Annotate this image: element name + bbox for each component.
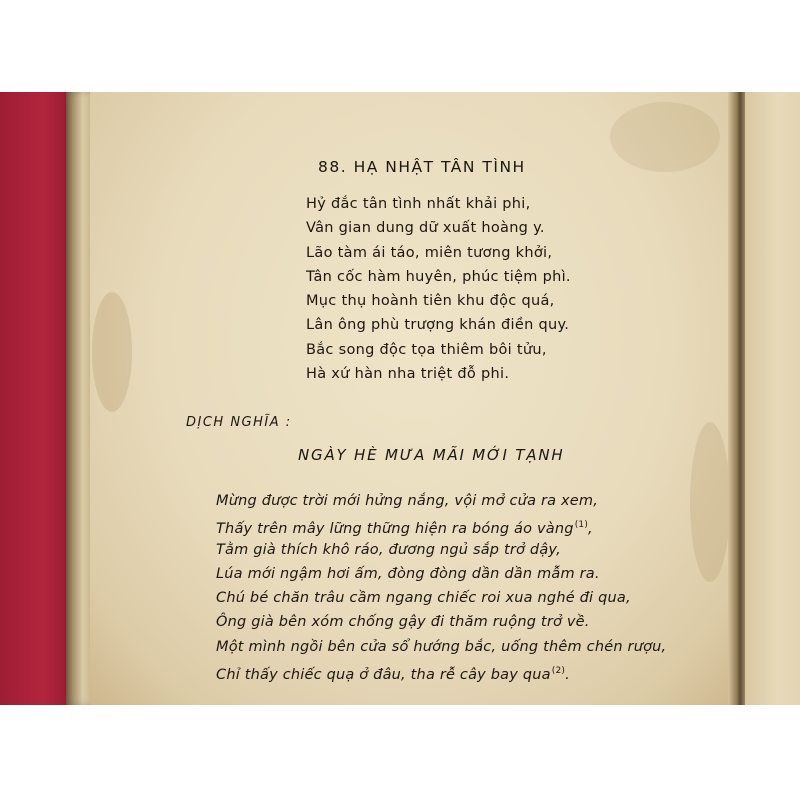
- page-stain: [92, 292, 132, 412]
- translation-line: Mừng được trời mới hửng nắng, vội mở cửa ra xem,: [216, 493, 599, 509]
- translation-label: DỊCH NGHĨA :: [186, 415, 292, 430]
- translation-line: Chú bé chăn trâu cầm ngang chiếc roi xua nghé đi qua,: [216, 590, 631, 607]
- next-page: [745, 92, 800, 705]
- book-photo: [0, 92, 800, 705]
- translation-line: Ông già bên xóm chống gậy đi thăm ruộng trở về.: [216, 614, 590, 631]
- poem-line: Hỷ đắc tân tình nhất khải phi,: [306, 196, 531, 212]
- translation-text: [216, 489, 666, 683]
- translation-line: Thấy trên mây lững thững hiện ra bóng áo vàng$^{(1)}$,: [216, 520, 593, 538]
- footnote-mark: (2): [551, 666, 566, 677]
- page-stain: [610, 102, 720, 172]
- translation-title: NGÀY HÈ MƯA MÃI MỚI TẠNH: [298, 446, 565, 464]
- page-stain: [690, 422, 730, 582]
- poem-line: Lân ông phù trượng khán điền quy.: [306, 317, 570, 334]
- translation-line: Tằm già thích khô ráo, đương ngủ sắp trở dậy,: [216, 541, 561, 558]
- poem-line: Bắc song độc tọa thiêm bôi tửu,: [306, 341, 547, 358]
- translation-line: Chỉ thấy chiếc quạ ở đâu, tha rễ cây bay qua$^{(2)}$.: [216, 666, 570, 684]
- poem-line: Vân gian dung dữ xuất hoàng y.: [306, 220, 545, 237]
- footnote-mark: (1): [574, 520, 589, 531]
- translation-line: Lúa mới ngậm hơi ấm, đòng đòng dần dần mẫm ra.: [216, 565, 600, 582]
- poem-line: Lão tàm ái táo, miên tương khởi,: [306, 244, 553, 261]
- poem-line: Mục thụ hoành tiên khu độc quá,: [306, 293, 555, 310]
- poem-line: Tân cốc hàm huyên, phúc tiệm phì.: [306, 268, 571, 285]
- poem-title: 88. HẠ NHẬT TÂN TÌNH: [318, 158, 526, 176]
- poem-line: Hà xứ hàn nha triệt đỗ phi.: [306, 366, 510, 383]
- translation-line: Một mình ngồi bên cửa sổ hướng bắc, uống thêm chén rượu,: [216, 638, 667, 655]
- poem-text: [306, 192, 571, 386]
